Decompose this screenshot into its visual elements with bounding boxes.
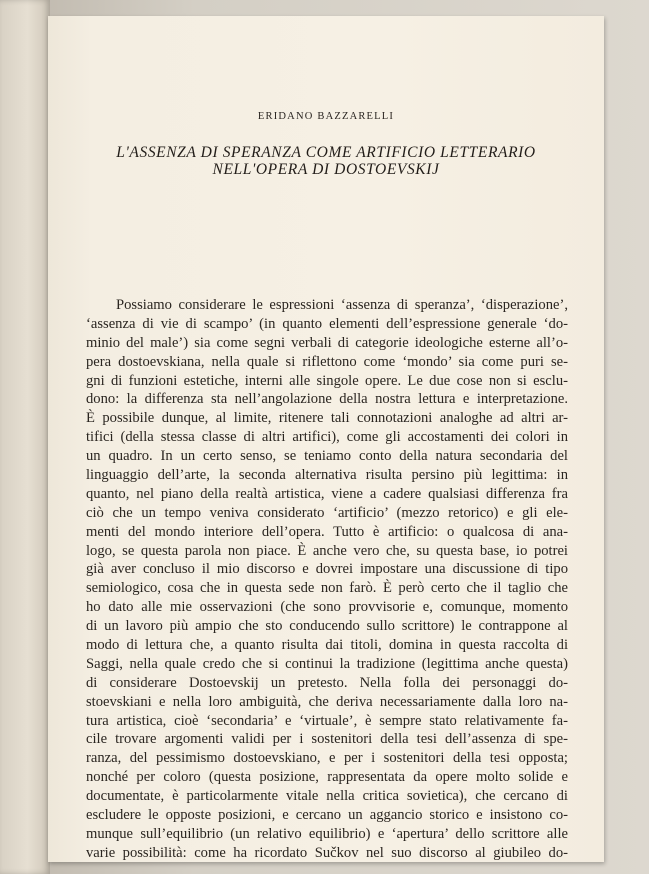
text-line: modo di lettura che, a quanto risulta dai titoli, domina in questa raccolta di	[86, 637, 568, 654]
text-line: un quadro. In un certo senso, se teniamo conto della natura secondaria del	[86, 448, 568, 465]
author-name: ERIDANO BAZZARELLI	[257, 111, 395, 122]
text-line: tura artistica, cioè ‘secondaria’ e ‘virtuale’, è sempre stato relativamente fa-	[86, 712, 568, 729]
text-line: documentate, è particolarmente vitale nella critica sovietica), che cercano di	[86, 788, 568, 805]
text-line: ‘assenza di vie di scampo’ (in quanto elementi dell’espressione generale ‘do-	[86, 315, 568, 332]
text-line: di un lavoro più ampio che sto conducendo sullo scrittore) le contrappone al	[86, 618, 568, 635]
text-line: escludere le opposte posizioni, e cercano un aggancio storico e insistono co-	[86, 807, 568, 824]
text-line: di considerare Dostoevskij un pretesto. Nella folla dei personaggi do-	[86, 674, 568, 691]
text-line: logo, se questa parola non piace. È anche vero che, su questa base, io potrei	[86, 542, 568, 559]
text-line: È possibile dunque, al limite, ritenere tali connotazioni analoghe ad altri ar-	[86, 410, 568, 427]
text-line: menti del mondo interiore dell’opera. Tutto è artificio: o qualcosa di ana-	[86, 523, 568, 540]
text-line: gni di funzioni estetiche, interni alle singole opere. Le due cose non si esclu-	[86, 372, 568, 389]
text-line: cile trovare argomenti validi per i sostenitori della tesi dell’assenza di spe-	[86, 731, 568, 748]
body-text	[86, 296, 568, 863]
book-page	[48, 16, 604, 862]
text-line: Possiamo considerare le espressioni ‘assenza di speranza’, ‘disperazione’,	[116, 297, 568, 313]
text-line: minio del male’) sia come segni verbali di categorie ideologiche esterne all’o-	[86, 334, 568, 351]
text-line: dono: la differenza sta nell’angolazione della nostra lettura e interpretazione.	[86, 391, 568, 408]
text-line: linguaggio dell’arte, la seconda alternativa risulta persino più legittima: in	[86, 467, 568, 484]
text-line: ranza, del pessimismo dostoevskiano, e per i sostenitori della tesi opposta;	[86, 750, 568, 767]
text-line: quanto, nel piano della realtà artistica, viene a cadere qualsiasi differenza fra	[86, 485, 568, 502]
facing-page-edge	[0, 0, 50, 874]
title-line: NELL'OPERA DI DOSTOEVSKIJ	[212, 161, 440, 178]
text-line: pera dostoevskiana, nella quale si riflettono come ‘mondo’ sia come puri se-	[86, 353, 568, 370]
text-line: ciò che un tempo veniva considerato ‘artificio’ (mezzo retorico) e gli ele-	[86, 504, 568, 521]
text-line: ho dato alle mie osservazioni (che sono provvisorie e, comunque, momento	[86, 599, 568, 616]
title-line: L'ASSENZA DI SPERANZA COME ARTIFICIO LETTERARIO	[116, 144, 536, 161]
text-line: già aver concluso il mio discorso e dovrei impostare una discussione di tipo	[86, 561, 568, 578]
text-line: stoevskiani e nella loro ambiguità, che deriva necessariamente dalla loro na-	[86, 693, 568, 710]
text-line: tifici (della stessa classe di altri artifici), come gli accostamenti dei colori in	[86, 429, 568, 446]
essay-title	[78, 144, 574, 178]
text-line: munque sull’equilibrio (un relativo equilibrio) e ‘apertura’ dello scrittore alle	[86, 825, 568, 842]
text-line: nonché per coloro (questa posizione, rappresentata da opere molto solide e	[86, 769, 568, 786]
text-line: varie possibilità: come ha ricordato Sučkov nel suo discorso al giubileo do-	[86, 844, 568, 861]
text-line: semiologico, cosa che in questa sede non farò. È però certo che il taglio che	[86, 580, 568, 597]
text-line: Saggi, nella quale credo che si continui la tradizione (legittima anche questa)	[86, 655, 568, 672]
